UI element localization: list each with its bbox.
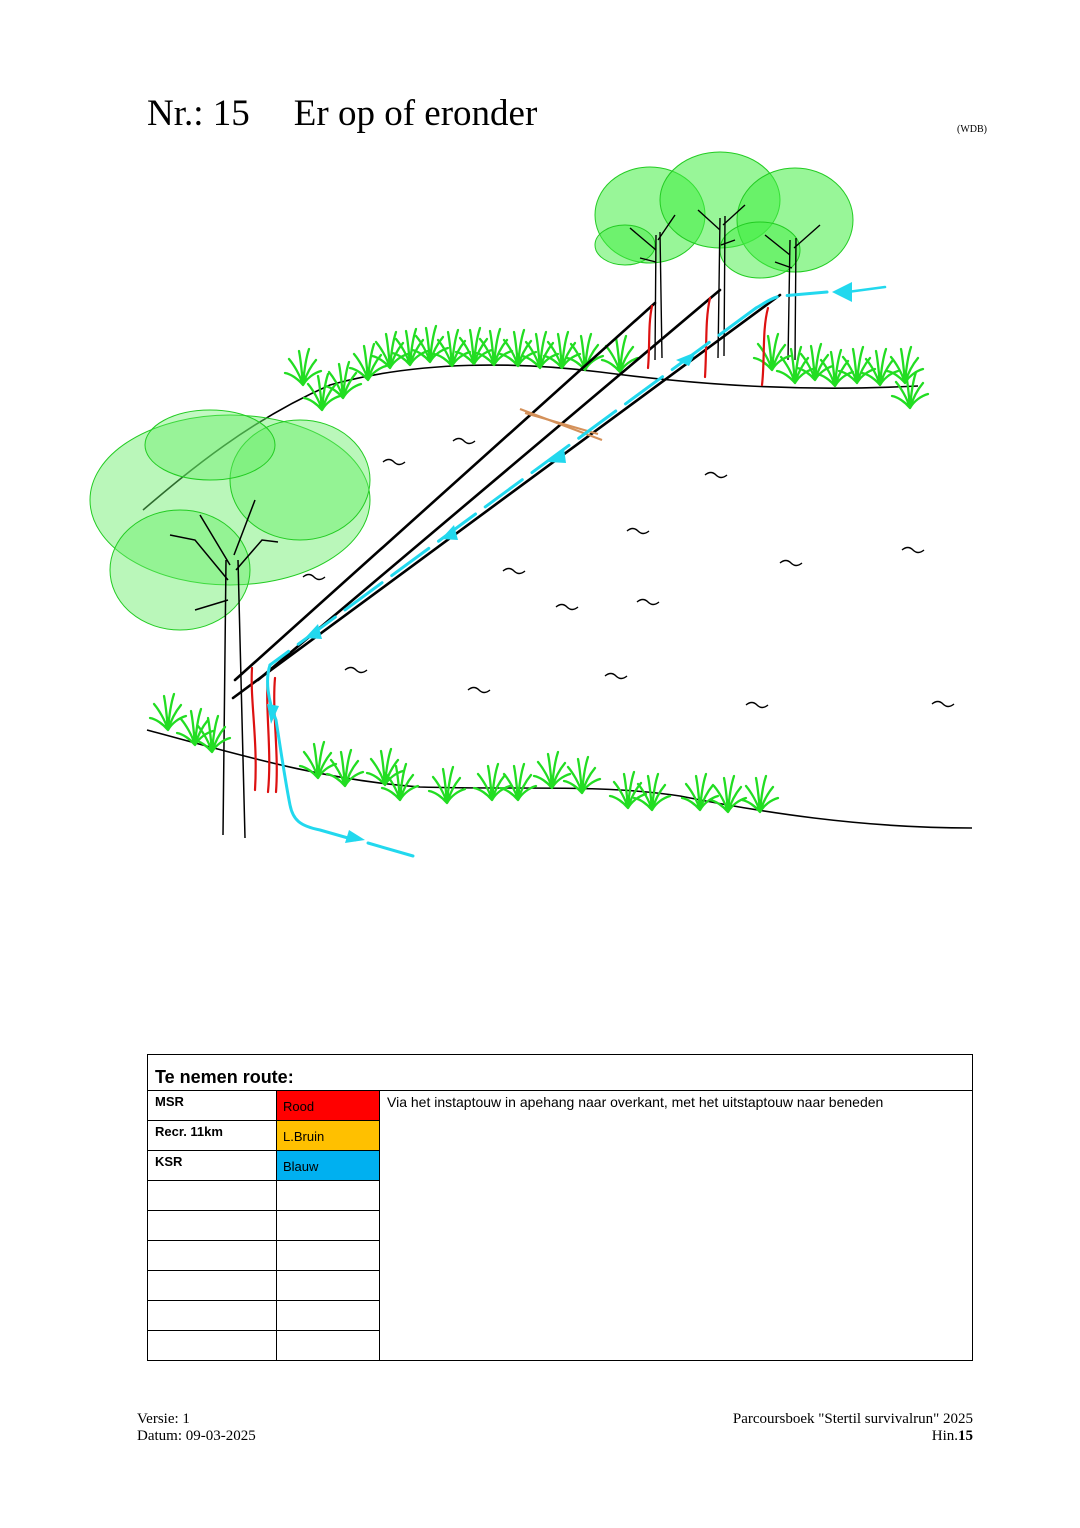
page-title — [147, 92, 537, 135]
crossbar — [520, 409, 602, 440]
route-description: Via het instaptouw in apehang naar overkant, met het uitstaptouw naar beneden — [387, 1094, 884, 1110]
route-name — [148, 1331, 277, 1361]
page-ref — [733, 1428, 973, 1445]
route-color: L.Bruin — [277, 1121, 379, 1150]
obstacle-number: Nr.: 15 — [147, 93, 250, 134]
route-table-heading: Te nemen route: — [148, 1055, 972, 1091]
route-row — [148, 1331, 379, 1361]
route-name — [148, 1211, 277, 1240]
book-title: Parcoursboek "Stertil survivalrun" 2025 — [732, 1411, 973, 1427]
page-prefix: Hin. — [931, 1428, 958, 1444]
route-name: Recr. 11km — [148, 1121, 277, 1150]
route-name — [148, 1301, 277, 1330]
route-row — [148, 1091, 379, 1121]
route-list — [148, 1091, 380, 1360]
route-row — [148, 1241, 379, 1271]
route-color: Blauw — [277, 1151, 379, 1180]
route-row — [148, 1271, 379, 1301]
route-color — [277, 1241, 379, 1270]
footer-left — [137, 1411, 256, 1445]
route-name — [148, 1181, 277, 1210]
route-row — [148, 1121, 379, 1151]
route-color — [277, 1301, 379, 1330]
author-code: (WDB) — [957, 124, 987, 135]
route-name: KSR — [148, 1151, 277, 1180]
route-color — [277, 1181, 379, 1210]
page-number: 15 — [958, 1428, 973, 1444]
route-row — [148, 1211, 379, 1241]
route-color — [277, 1211, 379, 1240]
far-bank-grass — [285, 326, 928, 410]
route-name: MSR — [148, 1091, 277, 1120]
far-bank-trees — [595, 152, 853, 360]
route-color — [277, 1331, 379, 1361]
obstacle-name: Er op of eronder — [293, 93, 538, 134]
route-name — [148, 1271, 277, 1300]
route-row — [148, 1151, 379, 1181]
route-color: Rood — [277, 1091, 379, 1120]
route-color — [277, 1271, 379, 1300]
obstacle-illustration — [0, 140, 1080, 880]
route-table — [147, 1054, 973, 1361]
route-row — [148, 1181, 379, 1211]
footer-right — [733, 1411, 973, 1445]
route-name — [148, 1241, 277, 1270]
route-row — [148, 1301, 379, 1331]
date-label: Datum: 09-03-2025 — [137, 1428, 256, 1444]
version-label: Versie: 1 — [137, 1411, 190, 1427]
